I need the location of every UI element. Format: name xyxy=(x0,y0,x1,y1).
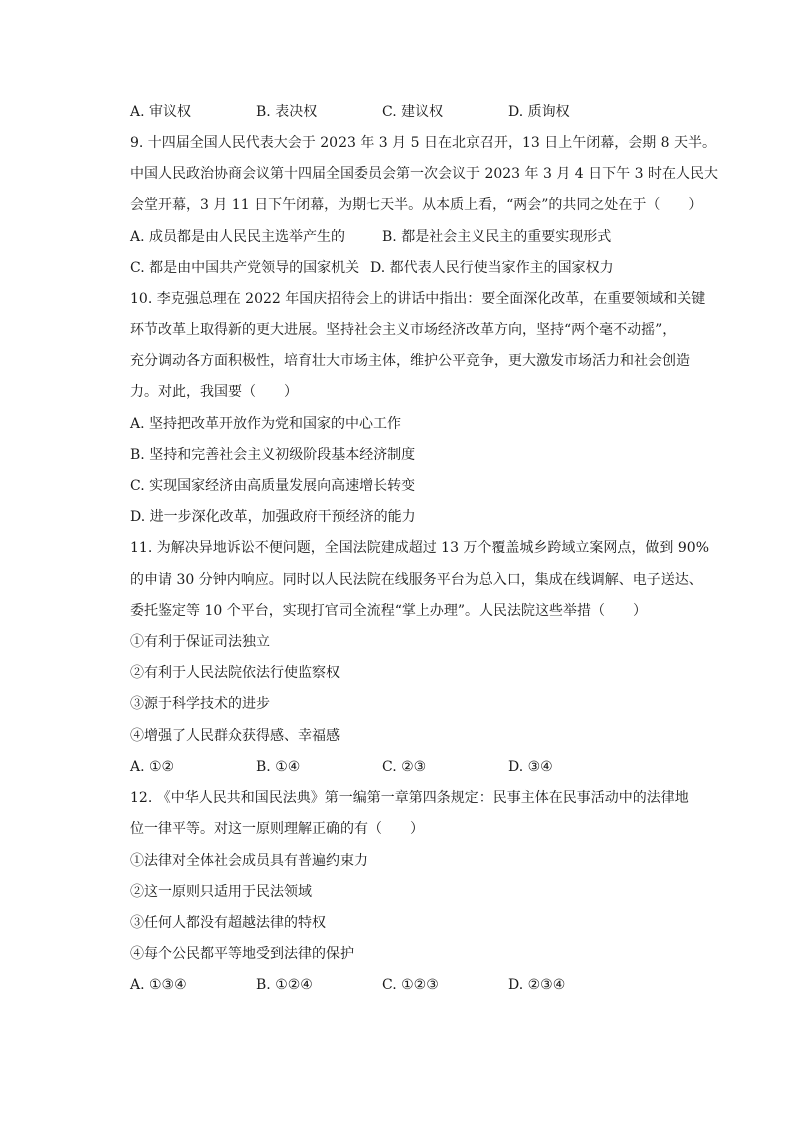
q11-statement-3: ③源于科学技术的进步 xyxy=(130,696,270,712)
q10-stem-line-1: 10. 李克强总理在 2022 年国庆招待会上的讲话中指出：要全面深化改革，在重要领域和关键 xyxy=(130,291,706,307)
q11-option-c: C. ②③ xyxy=(382,759,427,775)
q12-options xyxy=(130,975,710,995)
q10-option-b: B. 坚持和完善社会主义初级阶段基本经济制度 xyxy=(130,447,416,463)
q9-stem-line-2: 中国人民政治协商会议第十四届全国委员会第一次会议于 2023 年 3 月 4 日下午 3 时在人民大 xyxy=(130,166,718,182)
q11-option-d: D. ③④ xyxy=(508,759,553,775)
q11-stem-line-2: 的申请 30 分钟内响应。同时以人民法院在线服务平台为总入口，集成在线调解、电子送达、 xyxy=(130,572,703,588)
q9-stem-line-3: 会堂开幕，3 月 11 日下午闭幕，为期七天半。从本质上看，“两会”的共同之处在于（ ） xyxy=(130,197,703,213)
q9-option-c: C. 都是由中国共产党领导的国家机关 xyxy=(130,260,360,276)
q11-statement-2: ②有利于人民法院依法行使监察权 xyxy=(130,665,340,681)
q8-options xyxy=(130,102,710,122)
q10-option-d: D. 进一步深化改革，加强政府干预经济的能力 xyxy=(130,509,416,525)
q11-statement-1: ①有利于保证司法独立 xyxy=(130,634,270,650)
q9-options-row-1 xyxy=(130,227,710,247)
q12-statement-3: ③任何人都没有超越法律的特权 xyxy=(130,915,326,931)
q9-option-b: B. 都是社会主义民主的重要实现形式 xyxy=(382,229,612,245)
q12-stem-line-2: 位一律平等。对这一原则理解正确的有（ ） xyxy=(130,821,424,837)
q10-stem-line-3: 充分调动各方面积极性，培育壮大市场主体，维护公平竞争，更大激发市场活力和社会创造 xyxy=(130,353,690,369)
q8-option-c: C. 建议权 xyxy=(382,104,444,120)
q12-option-a: A. ①③④ xyxy=(130,977,187,993)
q8-option-d: D. 质询权 xyxy=(508,104,570,120)
q12-option-d: D. ②③④ xyxy=(508,977,566,993)
q9-option-d: D. 都代表人民行使当家作主的国家权力 xyxy=(370,260,614,276)
q12-statement-2: ②这一原则只适用于民法领域 xyxy=(130,884,312,900)
q10-stem-line-2: 环节改革上取得新的更大进展。坚持社会主义市场经济改革方向，坚持“两个毫不动摇”， xyxy=(130,322,677,338)
q11-stem-line-3: 委托鉴定等 10 个平台，实现打官司全流程“掌上办理”。人民法院这些举措（ ） xyxy=(130,603,648,619)
q12-option-c: C. ①②③ xyxy=(382,977,439,993)
q10-stem-line-4: 力。对此，我国要（ ） xyxy=(130,384,298,400)
q8-option-b: B. 表决权 xyxy=(256,104,318,120)
q11-option-a: A. ①② xyxy=(130,759,175,775)
q11-statement-4: ④增强了人民群众获得感、幸福感 xyxy=(130,728,340,744)
q11-stem-line-1: 11. 为解决异地诉讼不便问题，全国法院建成超过 13 万个覆盖城乡跨域立案网点，做到 90% xyxy=(130,540,709,556)
q8-option-a: A. 审议权 xyxy=(130,104,192,120)
q10-option-c: C. 实现国家经济由高质量发展向高速增长转变 xyxy=(130,478,416,494)
q9-option-a: A. 成员都是由人民民主选举产生的 xyxy=(130,229,346,245)
q11-option-b: B. ①④ xyxy=(256,759,301,775)
q10-option-a: A. 坚持把改革开放作为党和国家的中心工作 xyxy=(130,416,402,432)
q9-options-row-2 xyxy=(130,258,710,278)
q12-statement-4: ④每个公民都平等地受到法律的保护 xyxy=(130,946,354,962)
q12-option-b: B. ①②④ xyxy=(256,977,313,993)
q12-statement-1: ①法律对全体社会成员具有普遍约束力 xyxy=(130,853,368,869)
q11-options xyxy=(130,757,710,777)
q9-stem-line-1: 9. 十四届全国人民代表大会于 2023 年 3 月 5 日在北京召开，13 日上午闭幕，会期 8 天半。 xyxy=(130,135,717,151)
q12-stem-line-1: 12. 《中华人民共和国民法典》第一编第一章第四条规定：民事主体在民事活动中的法律地 xyxy=(130,790,689,806)
